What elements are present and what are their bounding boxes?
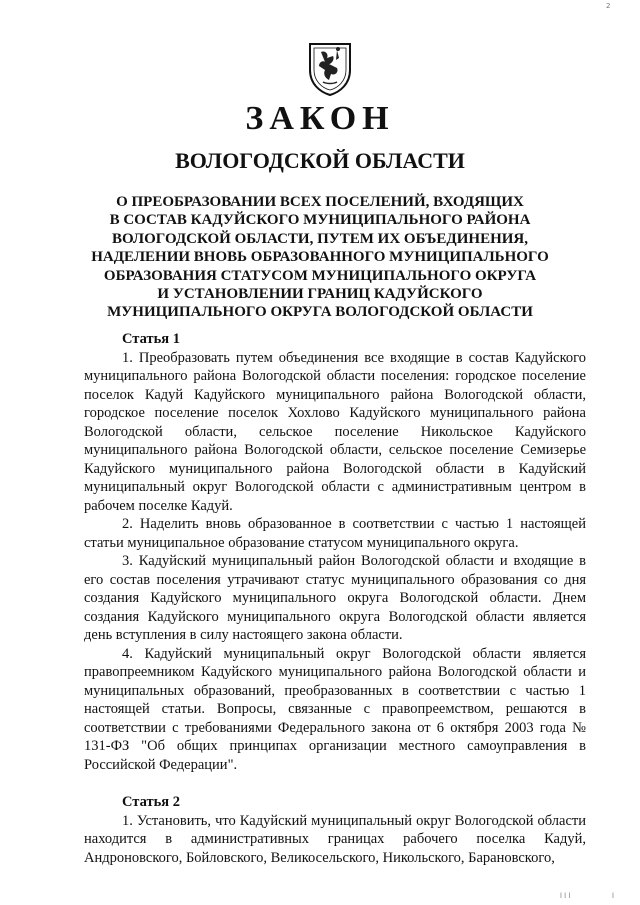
article-1-paragraph-3: 3. Кадуйский муниципальный район Вологодской области и входящие в его состав поселения утрачивают статус муниципального образования со дня создания Кадуйского муниципального округа Вологодской области. Днем создания Кадуйского муниципального округа Вологодской области является день вступления в силу настоящего закона области. <box>84 553 586 643</box>
subject-line: МУНИЦИПАЛЬНОГО ОКРУГА ВОЛОГОДСКОЙ ОБЛАСТИ <box>107 304 533 321</box>
law-subject <box>60 193 580 322</box>
subject-line: НАДЕЛЕНИИ ВНОВЬ ОБРАЗОВАННОГО МУНИЦИПАЛЬНОГО <box>91 249 549 266</box>
footer-mark-left: l l l <box>560 892 571 900</box>
footer-mark-right: l <box>612 892 614 900</box>
coat-of-arms-icon <box>307 40 353 96</box>
law-title: ЗАКОН <box>245 100 395 137</box>
subject-line: И УСТАНОВЛЕНИИ ГРАНИЦ КАДУЙСКОГО <box>157 286 483 303</box>
article-2-paragraph-1: 1. Установить, что Кадуйский муниципальный округ Вологодской области находится в административных границах рабочего поселка Кадуй, Андроновского, Бойловского, Великосельского, Никольского, Барановского, <box>84 812 586 866</box>
page-corner-mark: 2 <box>606 2 611 10</box>
article-separator <box>84 774 586 793</box>
law-body <box>84 330 586 867</box>
subject-line: В СОСТАВ КАДУЙСКОГО МУНИЦИПАЛЬНОГО РАЙОНА <box>109 212 531 229</box>
article-1-paragraph-4: 4. Кадуйский муниципальный округ Вологодской области является правопреемником Кадуйского муниципального района Вологодской области и муниципальных образований, преобразованных в соответствии с частью 1 настоящей статьи. Вопросы, связанные с правопреемством, решаются в соответствии с требованиями Федерального закона от 6 октября 2003 года № 131-ФЗ "Об общих принципах организации местного самоуправления в Российской Федерации". <box>84 645 586 773</box>
subject-line: О ПРЕОБРАЗОВАНИИ ВСЕХ ПОСЕЛЕНИЙ, ВХОДЯЩИХ <box>116 194 524 210</box>
article-2-heading: Статья 2 <box>122 794 180 810</box>
article-1-paragraph-1: 1. Преобразовать путем объединения все входящие в состав Кадуйского муниципального района Вологодской области поселения: городское поселение поселок Кадуй Кадуйского муниципального района Вологодской области, городское поселение поселок Хохлово Кадуйского муниципального района Вологодской области, сельское поселение Никольское Кадуйского муниципального района Вологодской области, сельское поселение Семизерье Кадуйского муниципального района Вологодской области в Кадуйский муниципальный округ Вологодской области с административным центром в рабочем поселке Кадуй. <box>84 349 586 514</box>
article-1-heading: Статья 1 <box>122 331 180 347</box>
article-1-paragraph-2: 2. Наделить вновь образованное в соответствии с частью 1 настоящей статьи муниципальное образование статусом муниципального округа. <box>84 516 586 551</box>
region-title: ВОЛОГОДСКОЙ ОБЛАСТИ <box>175 148 465 173</box>
subject-line: ОБРАЗОВАНИЯ СТАТУСОМ МУНИЦИПАЛЬНОГО ОКРУГА <box>103 267 537 284</box>
subject-line: ВОЛОГОДСКОЙ ОБЛАСТИ, ПУТЕМ ИХ ОБЪЕДИНЕНИЯ, <box>112 230 528 247</box>
